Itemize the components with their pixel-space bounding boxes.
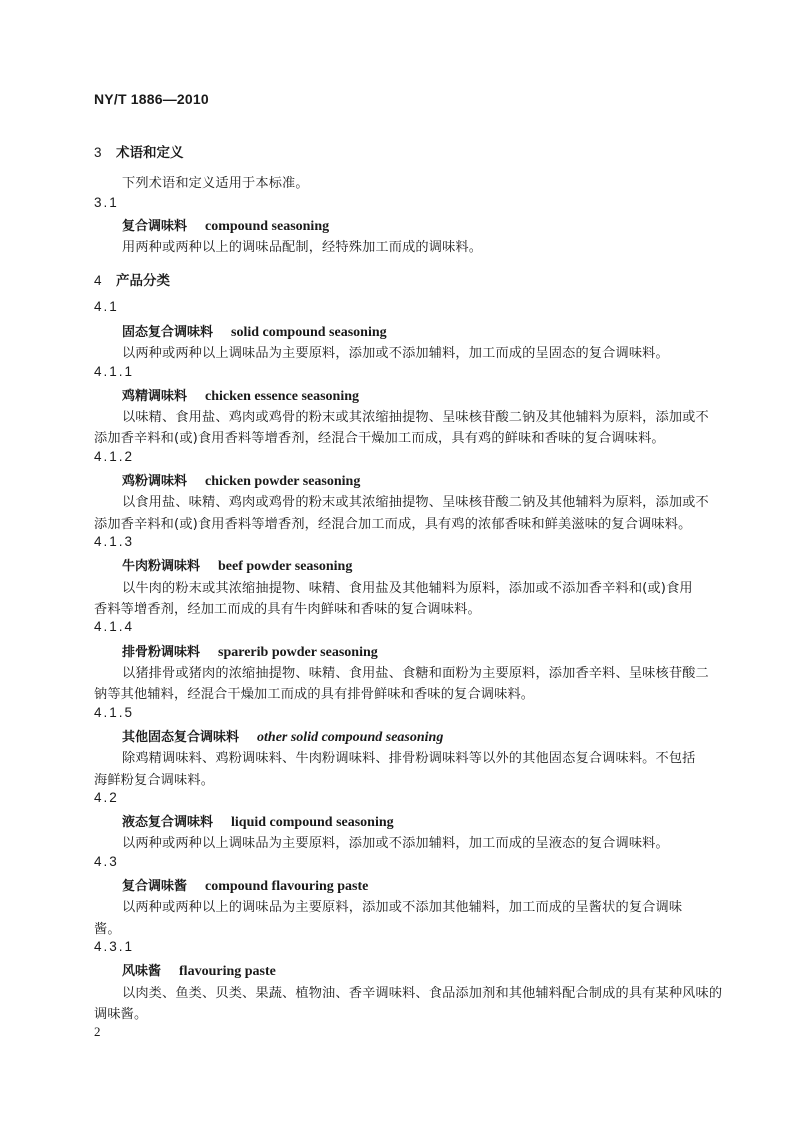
term-en: chicken powder seasoning [205, 474, 361, 489]
term-heading [122, 215, 329, 235]
definition-text: 海鲜粉复合调味料。 [94, 773, 215, 788]
term-cn: 鸡粉调味料 [122, 474, 188, 489]
term-en: solid compound seasoning [231, 325, 387, 340]
term-en: sparerib powder seasoning [218, 645, 378, 660]
term-en: other solid compound seasoning [257, 730, 444, 745]
term-en: chicken essence seasoning [205, 389, 360, 404]
definition-text: 以味精、食用盐、鸡肉或鸡骨的粉末或其浓缩抽提物、呈味核苷酸二钠及其他辅料为原料，添加或不 [122, 410, 709, 425]
definition-text: 香料等增香剂，经加工而成的具有牛肉鲜味和香味的复合调味料。 [94, 602, 481, 617]
term-heading [122, 960, 276, 980]
definition-text: 以两种或两种以上调味品为主要原料，添加或不添加辅料，加工而成的呈液态的复合调味料。 [122, 836, 669, 851]
clause-number: 4.3 [94, 854, 119, 869]
section-3-heading [94, 141, 184, 161]
clause-number: 4.2 [94, 790, 119, 805]
definition-text: 用两种或两种以上的调味品配制，经特殊加工而成的调味料。 [122, 240, 483, 255]
clause-number: 4.3.1 [94, 939, 135, 954]
term-cn: 牛肉粉调味料 [122, 559, 201, 574]
term-en: compound seasoning [205, 219, 330, 234]
definition-text: 除鸡精调味料、鸡粉调味料、牛肉粉调味料、排骨粉调味料等以外的其他固态复合调味料。不包括 [122, 751, 696, 766]
section-3-intro: 下列术语和定义适用于本标准。 [122, 176, 309, 191]
definition-text: 以食用盐、味精、鸡肉或鸡骨的粉末或其浓缩抽提物、呈味核苷酸二钠及其他辅料为原料，添加或不 [122, 495, 709, 510]
term-cn: 鸡精调味料 [122, 389, 188, 404]
clause-number: 4.1.5 [94, 705, 135, 720]
term-cn: 其他固态复合调味料 [122, 730, 240, 745]
definition-text: 钠等其他辅料，经混合干燥加工而成的具有排骨鲜味和香味的复合调味料。 [94, 687, 535, 702]
clause-number: 4.1.1 [94, 364, 135, 379]
clause-number: 4.1.2 [94, 449, 135, 464]
section-4-heading [94, 269, 170, 289]
clause-number: 4.1.4 [94, 619, 135, 634]
term-en: beef powder seasoning [218, 559, 353, 574]
definition-text: 以两种或两种以上的调味品为主要原料，添加或不添加其他辅料，加工而成的呈酱状的复合调味 [122, 900, 683, 915]
clause-number: 3.1 [94, 195, 119, 210]
standard-id-header: NY/T 1886—2010 [94, 91, 209, 107]
term-heading [122, 470, 360, 490]
term-heading [122, 726, 443, 746]
definition-text: 调味酱。 [94, 1007, 148, 1022]
section-number: 3 [94, 145, 102, 160]
term-cn: 排骨粉调味料 [122, 645, 201, 660]
definition-text: 添加香辛料和(或)食用香料等增香剂，经混合加工而成，具有鸡的浓郁香味和鲜美滋味的复合调味料。 [94, 517, 692, 532]
section-title: 产品分类 [116, 273, 170, 289]
term-cn: 风味酱 [122, 964, 162, 979]
term-heading [122, 321, 387, 341]
definition-text: 以两种或两种以上调味品为主要原料，添加或不添加辅料，加工而成的呈固态的复合调味料。 [122, 346, 669, 361]
section-number: 4 [94, 273, 102, 288]
definition-text: 以肉类、鱼类、贝类、果蔬、植物油、香辛调味料、食品添加剂和其他辅料配合制成的具有某种风味的 [122, 986, 723, 1001]
term-heading [122, 555, 352, 575]
term-cn: 固态复合调味料 [122, 325, 214, 340]
clause-number: 4.1 [94, 299, 119, 314]
term-en: flavouring paste [179, 964, 276, 979]
definition-text: 添加香辛料和(或)食用香料等增香剂，经混合干燥加工而成，具有鸡的鲜味和香味的复合调味料。 [94, 431, 665, 446]
term-cn: 复合调味酱 [122, 879, 188, 894]
definition-text: 酱。 [94, 922, 121, 937]
definition-text: 以猪排骨或猪肉的浓缩抽提物、味精、食用盐、食糖和面粉为主要原料，添加香辛料、呈味核苷酸二 [122, 666, 709, 681]
term-heading [122, 811, 394, 831]
term-heading [122, 875, 368, 895]
term-en: compound flavouring paste [205, 879, 369, 894]
section-title: 术语和定义 [116, 145, 184, 161]
term-cn: 液态复合调味料 [122, 815, 214, 830]
page-number: 2 [94, 1024, 101, 1039]
term-en: liquid compound seasoning [231, 815, 394, 830]
definition-text: 以牛肉的粉末或其浓缩抽提物、味精、食用盐及其他辅料为原料，添加或不添加香辛料和(或)食用 [122, 581, 693, 596]
clause-number: 4.1.3 [94, 534, 135, 549]
term-heading [122, 641, 378, 661]
term-heading [122, 385, 359, 405]
term-cn: 复合调味料 [122, 219, 188, 234]
